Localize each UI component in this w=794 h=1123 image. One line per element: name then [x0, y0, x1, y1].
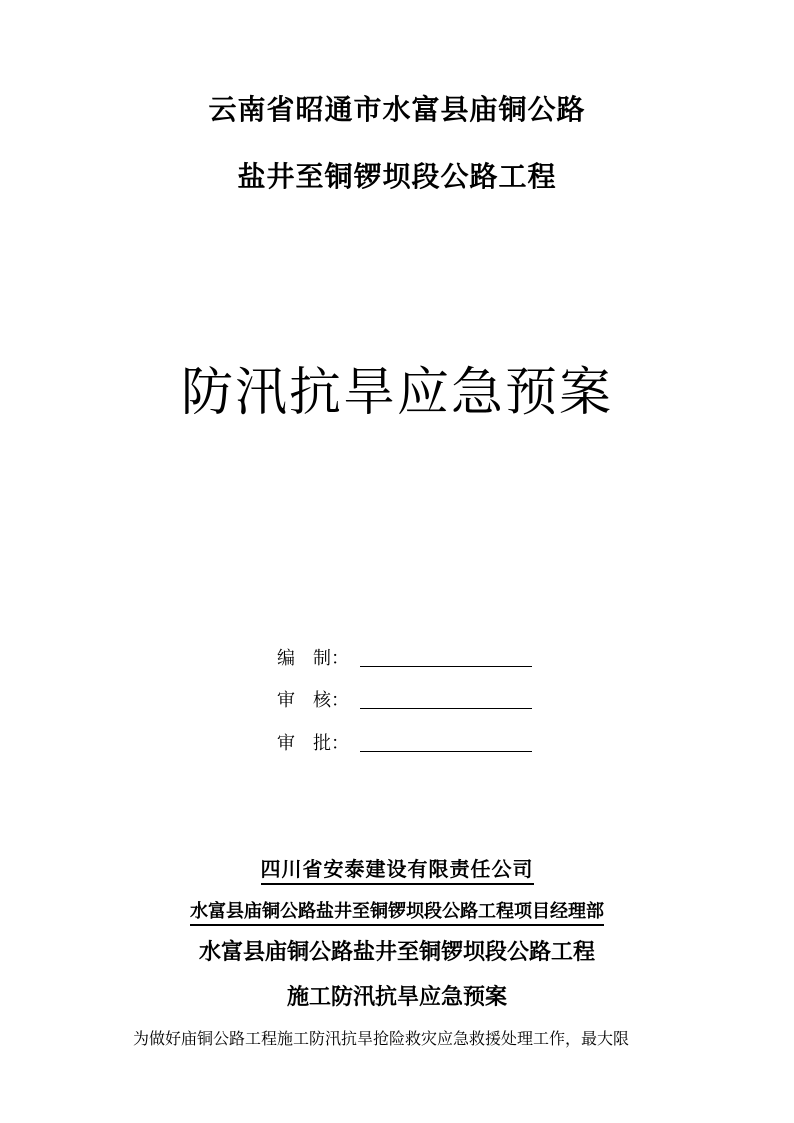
- company-name: 四川省安泰建设有限责任公司: [0, 853, 794, 882]
- body-heading-line2: 施工防汛抗旱应急预案: [286, 984, 507, 1010]
- signature-label: 编 制：: [277, 648, 349, 669]
- department-name: 水富县庙铜公路盐井至铜锣坝段公路工程项目经理部: [0, 897, 794, 923]
- body-paragraph: 为做好庙铜公路工程施工防汛抗旱抢险救灾应急救援处理工作，最大限: [133, 1029, 630, 1048]
- signature-blank-line: [360, 666, 532, 667]
- signature-row-compile: [277, 646, 357, 672]
- cover-title-line1: 云南省昭通市水富县庙铜公路: [208, 93, 586, 126]
- signature-blank-line: [360, 708, 532, 709]
- signature-blank-line: [360, 751, 532, 752]
- body-heading-line1: 水富县庙铜公路盐井至铜锣坝段公路工程: [198, 939, 595, 965]
- signature-label: 审 核：: [277, 690, 349, 711]
- signature-row-review: [277, 688, 357, 714]
- main-title: 防汛抗旱应急预案: [180, 363, 613, 423]
- cover-title-line2: 盐井至铜锣坝段公路工程: [237, 160, 557, 193]
- signature-row-approve: [277, 731, 357, 757]
- signature-label: 审 批：: [277, 733, 349, 754]
